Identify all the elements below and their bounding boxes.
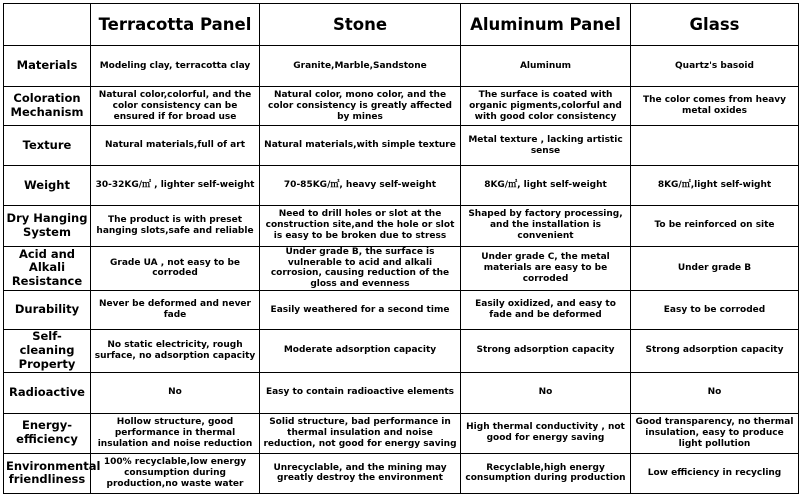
row-label: Coloration Mechanism	[4, 87, 91, 126]
row-label: Dry Hanging System	[4, 205, 91, 246]
table-cell-terracotta: Hollow structure, good performance in thermal insulation and noise reduction	[91, 413, 260, 453]
header-cell-stone: Stone	[260, 4, 461, 46]
table-cell-glass: Strong adsorption capacity	[631, 330, 799, 373]
table-cell-glass: To be reinforced on site	[631, 205, 799, 246]
comparison-table-body	[4, 4, 799, 494]
table-cell-aluminum: 8KG/㎡, light self-weight	[461, 166, 631, 205]
table-cell-stone: Unrecyclable, and the mining may greatly destroy the environment	[260, 453, 461, 493]
table-cell-terracotta: No	[91, 372, 260, 413]
table-row	[4, 205, 799, 246]
row-label: Self-cleaning Property	[4, 330, 91, 373]
row-label: Texture	[4, 126, 91, 166]
table-cell-aluminum: High thermal conductivity , not good for energy saving	[461, 413, 631, 453]
table-cell-terracotta: Natural materials,full of art	[91, 126, 260, 166]
table-row	[4, 330, 799, 373]
table-cell-glass: Easy to be corroded	[631, 290, 799, 329]
row-label: Weight	[4, 166, 91, 205]
table-row	[4, 413, 799, 453]
table-row	[4, 372, 799, 413]
table-cell-glass: Under grade B	[631, 246, 799, 290]
table-cell-glass: Good transparency, no thermal insulation, easy to produce light pollution	[631, 413, 799, 453]
row-label: Acid and Alkali Resistance	[4, 246, 91, 290]
header-cell-glass: Glass	[631, 4, 799, 46]
table-cell-stone: Need to drill holes or slot at the construction site,and the hole or slot is easy to be broken due to stress	[260, 205, 461, 246]
comparison-table	[3, 3, 799, 494]
row-label: Radioactive	[4, 372, 91, 413]
table-cell-terracotta: Grade UA , not easy to be corroded	[91, 246, 260, 290]
table-cell-aluminum: Easily oxidized, and easy to fade and be deformed	[461, 290, 631, 329]
table-row	[4, 290, 799, 329]
table-cell-terracotta: 100% recyclable,low energy consumption during production,no waste water	[91, 453, 260, 493]
table-cell-aluminum: Shaped by factory processing, and the installation is convenient	[461, 205, 631, 246]
table-cell-aluminum: Metal texture , lacking artistic sense	[461, 126, 631, 166]
table-cell-glass	[631, 126, 799, 166]
table-cell-glass: The color comes from heavy metal oxides	[631, 87, 799, 126]
table-row	[4, 126, 799, 166]
table-cell-terracotta: The product is with preset hanging slots,safe and reliable	[91, 205, 260, 246]
table-cell-aluminum: Under grade C, the metal materials are easy to be corroded	[461, 246, 631, 290]
table-cell-aluminum: Aluminum	[461, 46, 631, 87]
row-label: Materials	[4, 46, 91, 87]
table-cell-glass: 8KG/㎡,light self-wight	[631, 166, 799, 205]
table-row	[4, 46, 799, 87]
table-cell-aluminum: Recyclable,high energy consumption during production	[461, 453, 631, 493]
table-cell-aluminum: No	[461, 372, 631, 413]
table-cell-stone: 70-85KG/㎡, heavy self-weight	[260, 166, 461, 205]
table-cell-glass: No	[631, 372, 799, 413]
table-cell-terracotta: Natural color,colorful, and the color consistency can be ensured if for broad use	[91, 87, 260, 126]
table-row	[4, 453, 799, 493]
table-cell-stone: Natural materials,with simple texture	[260, 126, 461, 166]
header-row	[4, 4, 799, 46]
table-cell-glass: Quartz's basoid	[631, 46, 799, 87]
table-cell-terracotta: 30-32KG/㎡ , lighter self-weight	[91, 166, 260, 205]
table-cell-stone: Under grade B, the surface is vulnerable to acid and alkali corrosion, causing reduction of the gloss and evenness	[260, 246, 461, 290]
table-cell-stone: Easy to contain radioactive elements	[260, 372, 461, 413]
header-cell-aluminum: Aluminum Panel	[461, 4, 631, 46]
table-cell-terracotta: Modeling clay, terracotta clay	[91, 46, 260, 87]
row-label: Durability	[4, 290, 91, 329]
header-cell-blank	[4, 4, 91, 46]
table-row	[4, 166, 799, 205]
table-cell-terracotta: No static electricity, rough surface, no adsorption capacity	[91, 330, 260, 373]
row-label: Energy-efficiency	[4, 413, 91, 453]
table-cell-stone: Solid structure, bad performance in thermal insulation and noise reduction, not good for energy saving	[260, 413, 461, 453]
header-cell-terracotta: Terracotta Panel	[91, 4, 260, 46]
row-label: Environmental friendliness	[4, 453, 91, 493]
table-cell-stone: Easily weathered for a second time	[260, 290, 461, 329]
table-cell-glass: Low efficiency in recycling	[631, 453, 799, 493]
table-row	[4, 246, 799, 290]
table-cell-stone: Natural color, mono color, and the color consistency is greatly affected by mines	[260, 87, 461, 126]
table-cell-stone: Granite,Marble,Sandstone	[260, 46, 461, 87]
table-cell-terracotta: Never be deformed and never fade	[91, 290, 260, 329]
table-cell-aluminum: Strong adsorption capacity	[461, 330, 631, 373]
table-row	[4, 87, 799, 126]
table-cell-aluminum: The surface is coated with organic pigments,colorful and with good color consistency	[461, 87, 631, 126]
table-cell-stone: Moderate adsorption capacity	[260, 330, 461, 373]
